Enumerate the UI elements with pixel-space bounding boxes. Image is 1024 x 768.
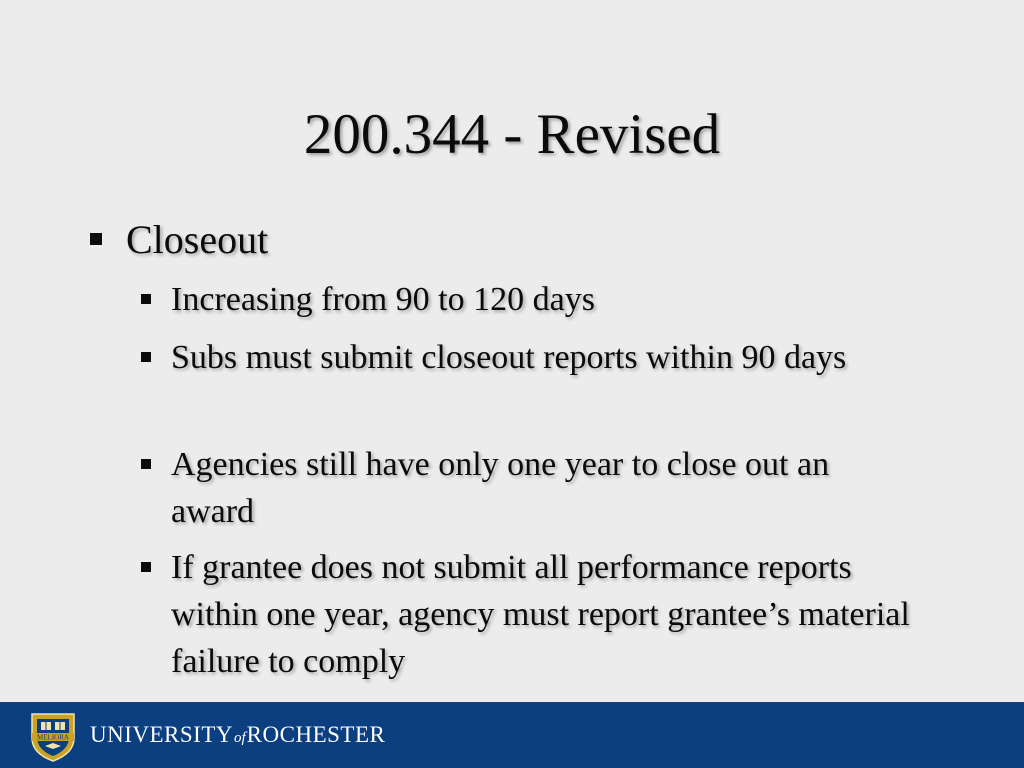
- square-bullet-icon: [141, 459, 151, 469]
- sub-bullet-1: [171, 276, 911, 323]
- sub-bullet-text: Increasing from 90 to 120 days: [171, 281, 595, 318]
- wordmark-rochester: ROCHESTER: [246, 722, 386, 747]
- university-wordmark: [90, 718, 385, 752]
- square-bullet-icon: [90, 233, 102, 245]
- bullet-text: Closeout: [126, 217, 269, 262]
- seal-motto: MELIORA: [37, 733, 69, 742]
- footer-bar: [0, 702, 1024, 768]
- slide-title: 200.344 - Revised: [303, 103, 721, 166]
- bullet-closeout: [126, 216, 268, 264]
- sub-bullet-3: [171, 441, 911, 535]
- square-bullet-icon: [141, 294, 151, 304]
- square-bullet-icon: [141, 562, 151, 572]
- sub-bullet-text: If grantee does not submit all performance reports within one year, agency must report grantee’s material failure to comply: [171, 549, 910, 680]
- wordmark-of: of: [234, 730, 246, 746]
- sub-bullet-2: [171, 334, 911, 381]
- sub-bullet-text: Agencies still have only one year to close out an award: [171, 446, 830, 530]
- square-bullet-icon: [141, 352, 151, 362]
- sub-bullet-text: Subs must submit closeout reports within 90 days: [171, 339, 847, 376]
- university-seal-icon: [28, 710, 78, 762]
- wordmark-university: UNIVERSITY: [90, 722, 233, 747]
- sub-bullet-4: [171, 544, 911, 685]
